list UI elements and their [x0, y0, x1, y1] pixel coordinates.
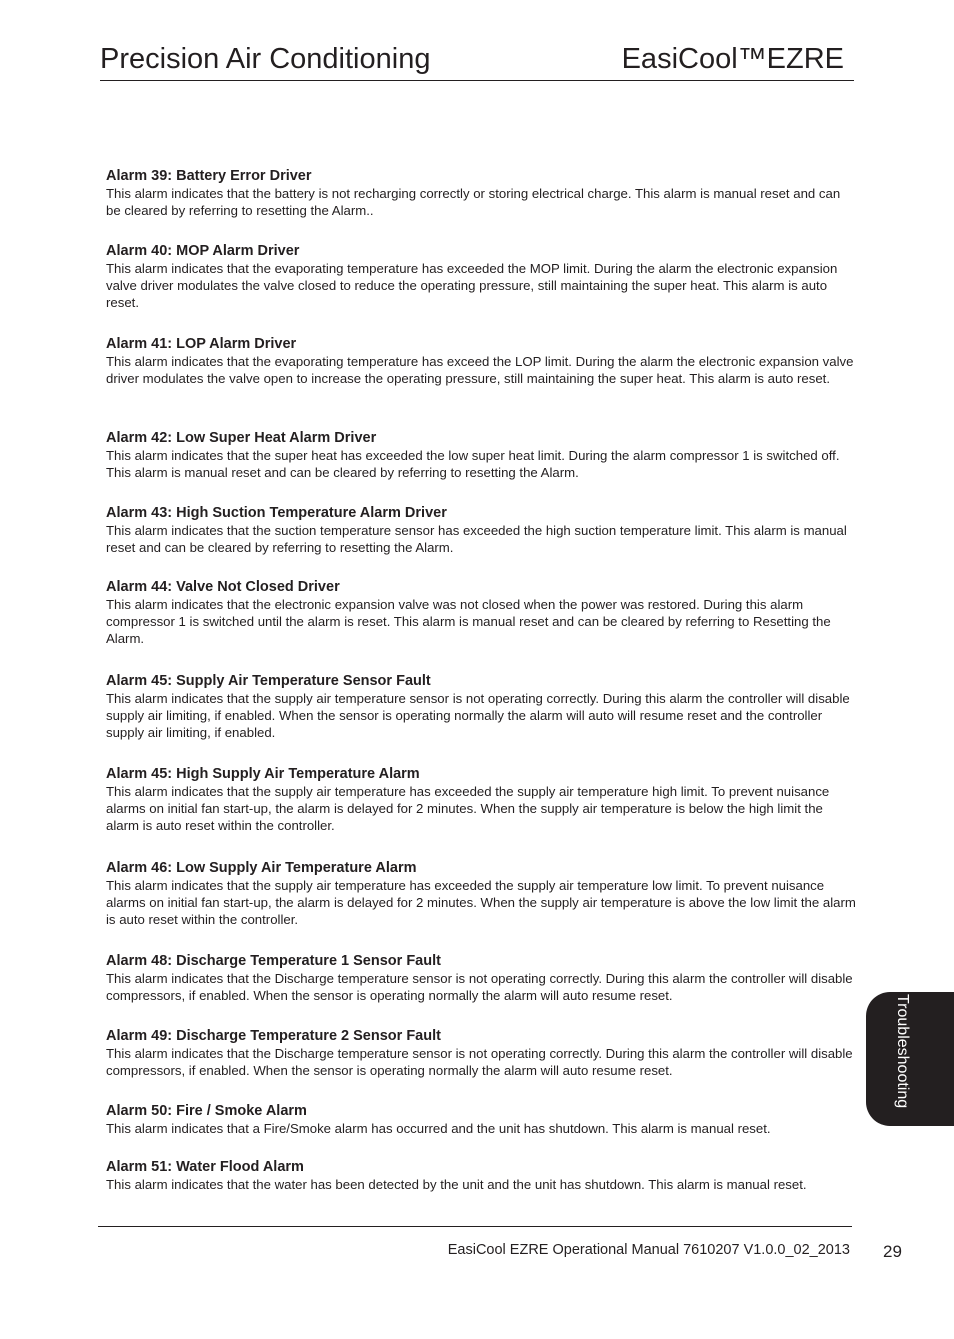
alarm-description: This alarm indicates that the supply air temperature has exceeded the supply air temperature low limit. To prevent nuisance alarms on initial fan start-up, the alarm is delayed for 2 minutes. When the supply air temperature is above the low limit the alarm is auto reset within the controller. [106, 878, 856, 927]
header-title-right: EasiCool™EZRE [621, 43, 844, 75]
alarm-description: This alarm indicates that the supply air temperature sensor is not operating correctly. During this alarm the controller will disable supply air limiting, if enabled. When the sensor is operating normally the alarm will auto will resume reset and the controller supply air limiting, if enabled. [106, 691, 850, 740]
alarm-section [106, 167, 856, 220]
alarm-description: This alarm indicates that the battery is not recharging correctly or storing electrical charge. This alarm is manual reset and can be cleared by referring to resetting the Alarm.. [106, 186, 841, 218]
alarm-description: This alarm indicates that a Fire/Smoke alarm has occurred and the unit has shutdown. This alarm is manual reset. [106, 1121, 771, 1136]
alarm-section [106, 765, 856, 834]
alarm-title: Alarm 40: MOP Alarm Driver [106, 243, 300, 259]
alarm-section [106, 859, 856, 928]
header-divider [100, 80, 854, 81]
alarm-section [106, 504, 856, 557]
alarm-section [106, 952, 856, 1005]
footer-manual-title: EasiCool EZRE Operational Manual 7610207 V1.0.0_02_2013 [447, 1242, 850, 1258]
section-side-tab-label: Troubleshooting [894, 994, 911, 1109]
alarm-title: Alarm 45: Supply Air Temperature Sensor Fault [106, 673, 431, 689]
alarm-title: Alarm 41: LOP Alarm Driver [106, 336, 297, 352]
alarm-description: This alarm indicates that the suction temperature sensor has exceeded the high suction temperature limit. This alarm is manual reset and can be cleared by referring to resetting the Alarm. [106, 523, 847, 555]
alarm-title: Alarm 42: Low Super Heat Alarm Driver [106, 430, 377, 446]
alarm-description: This alarm indicates that the Discharge temperature sensor is not operating correctly. During this alarm the controller will disable compressors, if enabled. When the sensor is operating normally the alarm will auto resume reset. [106, 1046, 853, 1078]
header-title-left: Precision Air Conditioning [100, 43, 431, 75]
alarm-title: Alarm 49: Discharge Temperature 2 Sensor Fault [106, 1028, 441, 1044]
alarm-description: This alarm indicates that the water has been detected by the unit and the unit has shutdown. This alarm is manual reset. [106, 1177, 807, 1192]
alarm-title: Alarm 48: Discharge Temperature 1 Sensor Fault [106, 953, 441, 969]
alarm-section [106, 429, 856, 482]
alarm-description: This alarm indicates that the supply air temperature has exceeded the supply air temperature high limit. To prevent nuisance alarms on initial fan start-up, the alarm is delayed for 2 minutes. When the supply air temperature is below the high limit the alarm is auto reset within the controller. [106, 784, 830, 833]
alarm-description: This alarm indicates that the electronic expansion valve was not closed when the power was restored. During this alarm compressor 1 is switched until the alarm is reset. This alarm is manual reset and can be cleared by referring to Resetting the Alarm. [106, 597, 831, 646]
alarm-description: This alarm indicates that the Discharge temperature sensor is not operating correctly. During this alarm the controller will disable compressors, if enabled. When the sensor is operating normally the alarm will auto resume reset. [106, 971, 853, 1003]
alarm-title: Alarm 51: Water Flood Alarm [106, 1159, 304, 1175]
alarm-section [106, 1027, 856, 1080]
alarm-section [106, 1102, 856, 1138]
alarm-title: Alarm 44: Valve Not Closed Driver [106, 579, 340, 595]
alarm-title: Alarm 43: High Suction Temperature Alarm Driver [106, 505, 447, 521]
footer-divider [98, 1226, 852, 1227]
alarm-section [106, 335, 856, 388]
page-number: 29 [883, 1242, 902, 1261]
alarm-title: Alarm 39: Battery Error Driver [106, 168, 312, 184]
alarm-description: This alarm indicates that the evaporating temperature has exceeded the MOP limit. During the alarm the electronic expansion valve driver modulates the valve closed to reduce the operating pressure, still maintaining the super heat. This alarm is auto reset. [106, 261, 838, 310]
alarm-description: This alarm indicates that the super heat has exceeded the low super heat limit. During the alarm compressor 1 is switched off. This alarm is manual reset and can be cleared by referring to resetting the Alarm. [106, 448, 840, 480]
alarm-title: Alarm 50: Fire / Smoke Alarm [106, 1103, 307, 1119]
alarm-title: Alarm 45: High Supply Air Temperature Alarm [106, 766, 420, 782]
alarm-section [106, 672, 856, 741]
alarm-title: Alarm 46: Low Supply Air Temperature Alarm [106, 860, 417, 876]
alarm-description: This alarm indicates that the evaporating temperature has exceed the LOP limit. During the alarm the electronic expansion valve driver modulates the valve open to increase the operating pressure, still maintaining the super heat. This alarm is auto reset. [106, 354, 854, 386]
alarm-section [106, 578, 856, 647]
alarm-section [106, 242, 856, 311]
alarm-section [106, 1158, 856, 1194]
